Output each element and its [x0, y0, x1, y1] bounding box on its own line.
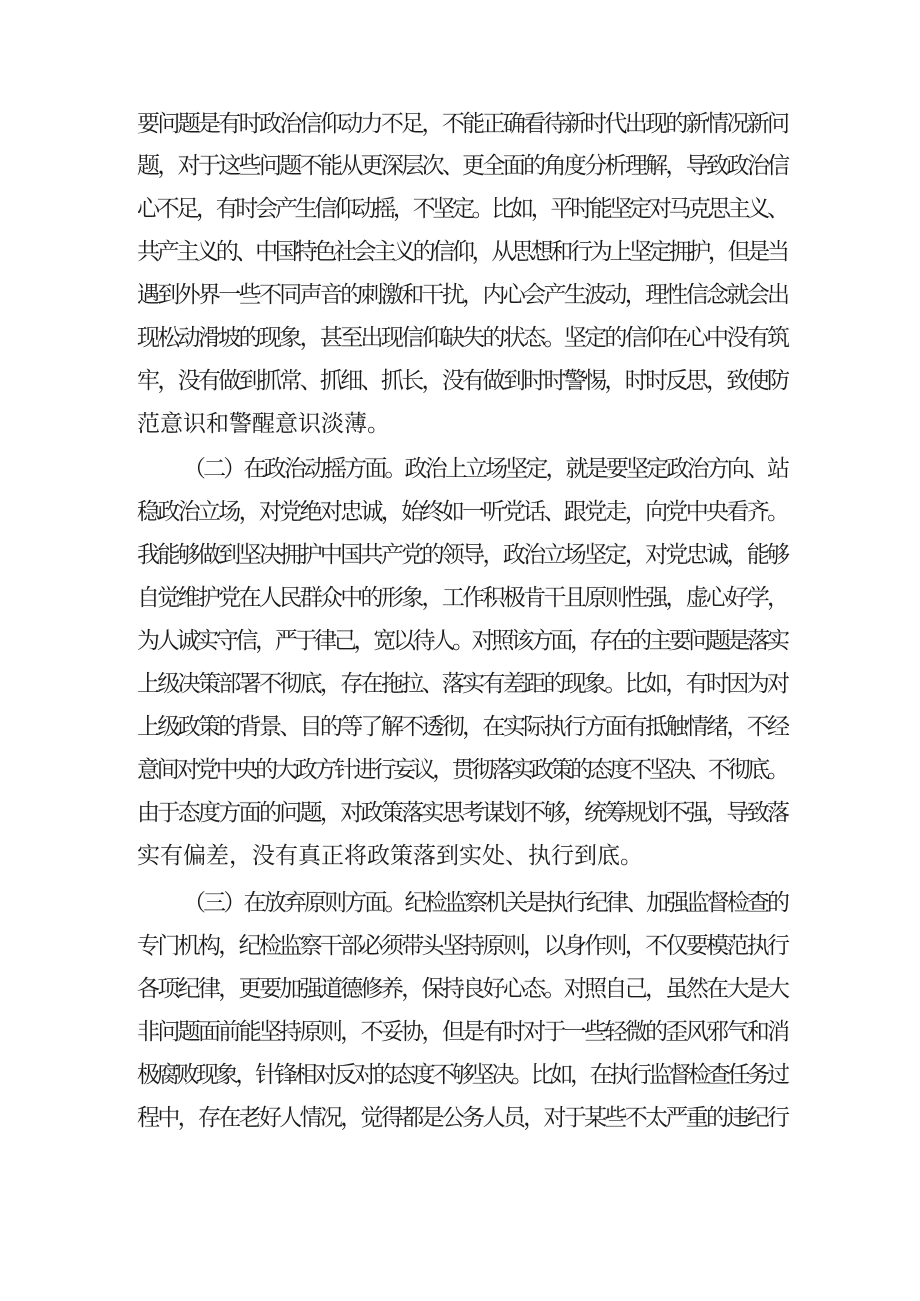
- text-line: 专门机构，纪检监察干部必须带头坚持原则，以身作则，不仅要模范执行: [137, 933, 788, 959]
- text-line: 我能够做到坚决拥护中国共产党的领导，政治立场坚定，对党忠诚，能够: [137, 542, 788, 568]
- text-line: 题，对于这些问题不能从更深层次、更全面的角度分析理解，导致政治信: [137, 153, 788, 179]
- paragraph-heading-line: （二）在政治动摇方面。政治上立场坚定，就是要坚定政治方向、站: [183, 456, 788, 482]
- text-line: 心不足，有时会产生信仰动摇，不坚定。比如，平时能坚定对马克思主义、: [137, 196, 787, 222]
- text-line: 要问题是有时政治信仰动力不足，不能正确看待新时代出现的新情况新问: [137, 111, 788, 137]
- text-line: 范意识和警醒意识淡薄。: [137, 411, 390, 437]
- paragraph-heading-line: （三）在放弃原则方面。纪检监察机关是执行纪律、加强监督检查的: [183, 890, 788, 916]
- text-line: 为人诚实守信，严于律己，宽以待人。对照该方面，存在的主要问题是落实: [137, 628, 787, 654]
- text-line: 自觉维护党在人民群众中的形象，工作积极肯干且原则性强，虚心好学，: [137, 585, 788, 611]
- text-line: 非问题面前能坚持原则，不妥协，但是有时对于一些轻微的歪风邪气和消: [137, 1019, 788, 1045]
- text-line: 各项纪律，更要加强道德修养，保持良好心态。对照自己，虽然在大是大: [137, 976, 788, 1002]
- text-line: 程中，存在老好人情况，觉得都是公务人员，对于某些不太严重的违纪行: [137, 1105, 788, 1131]
- text-line: 意间对党中央的大政方针进行妄议，贯彻落实政策的态度不坚决、不彻底。: [137, 757, 787, 783]
- text-line: 上级决策部署不彻底，存在拖拉、落实有差距的现象。比如，有时因为对: [137, 671, 788, 697]
- text-line: 共产主义的、中国特色社会主义的信仰，从思想和行为上坚定拥护，但是当: [137, 239, 787, 265]
- text-line: 牢，没有做到抓常、抓细、抓长，没有做到时时警惕，时时反思，致使防: [137, 368, 788, 394]
- text-line: 由于态度方面的问题，对政策落实思考谋划不够，统筹规划不强，导致落: [137, 800, 788, 826]
- text-line: 上级政策的背景、目的等了解不透彻，在实际执行方面有抵触情绪，不经: [137, 714, 788, 740]
- text-line: 遇到外界一些不同声音的刺激和干扰，内心会产生波动，理性信念就会出: [137, 282, 788, 308]
- text-line: 现松动滑坡的现象，甚至出现信仰缺失的状态。坚定的信仰在心中没有筑: [137, 325, 788, 351]
- text-line: 实有偏差，没有真正将政策落到实处、执行到底。: [137, 843, 643, 869]
- text-line: 稳政治立场，对党绝对忠诚，始终如一听党话、跟党走，向党中央看齐。: [137, 499, 788, 525]
- text-line: 极腐败现象，针锋相对反对的态度不够坚决。比如，在执行监督检查任务过: [137, 1062, 787, 1088]
